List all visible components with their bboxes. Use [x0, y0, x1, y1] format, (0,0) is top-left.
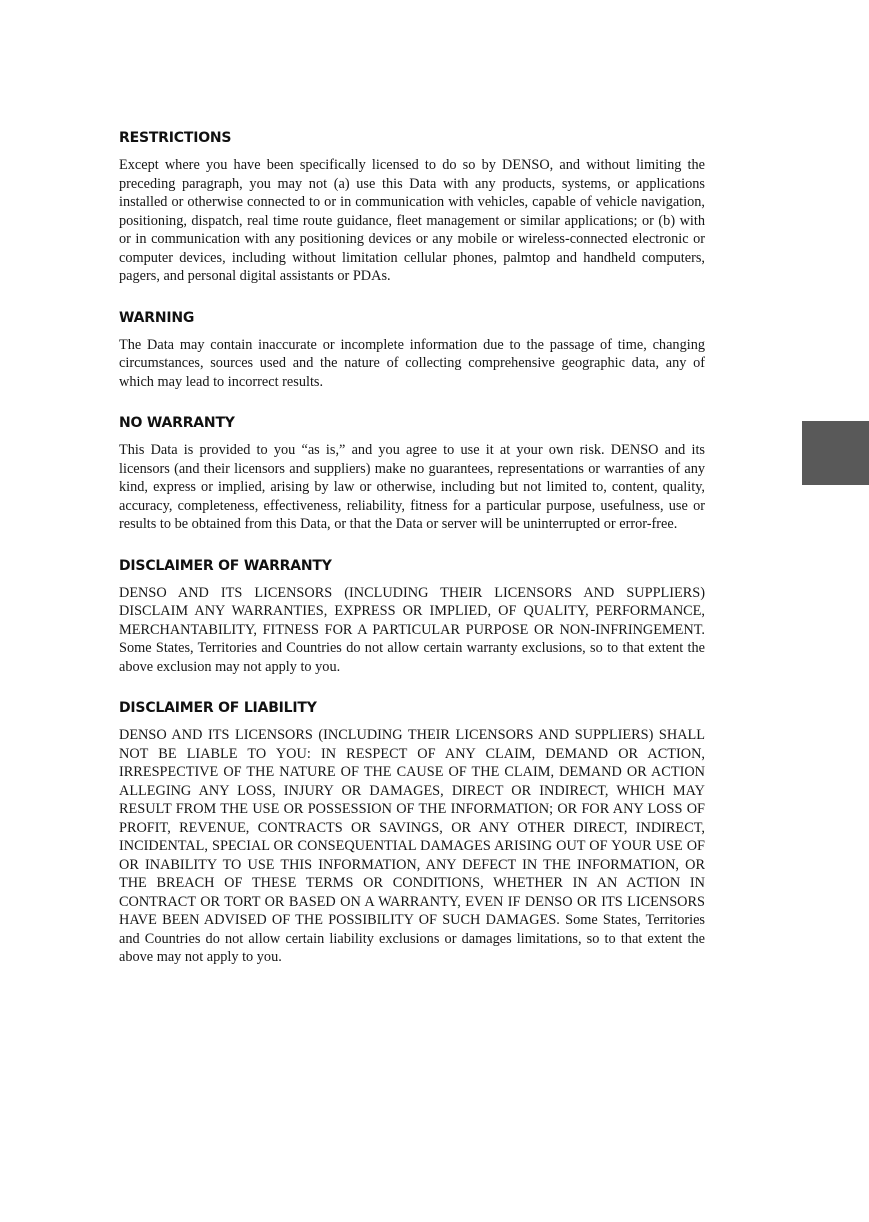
page-content: [119, 128, 705, 967]
section-disclaimer-of-liability: [119, 698, 705, 967]
section-body: Except where you have been specifically licensed to do so by DENSO, and without limiting the preceding paragraph, you may not (a) use this Data with any products, systems, or applications installed or otherwise connected to or in communication with vehicles, capable of vehicle navigation, positioning, dispatch, real time route guidance, fleet management or similar applications; or (b) with or in communication with any positioning devices or any mobile or wireless-connected electronic or computer devices, including without limitation cellular phones, palmtop and handheld computers, pagers, and personal digital assistants or PDAs.: [119, 157, 705, 284]
section-heading: WARNING: [119, 309, 195, 326]
chapter-side-tab: [802, 421, 869, 485]
section-spacer: [119, 286, 705, 308]
section-heading: RESTRICTIONS: [119, 130, 232, 146]
section-body: This Data is provided to you “as is,” and you agree to use it at your own risk. DENSO and its licensors (and their licensors and suppliers) make no guarantees, representations or warranties of any kind, express or implied, arising by law or otherwise, including but not limited to, content, quality, accuracy, completeness, effectiveness, reliability, fitness for a particular purpose, usefulness, use or results to be obtained from this Data, or that the Data or server will be uninterrupted or error-free.: [119, 442, 705, 532]
section-spacer: [119, 534, 705, 556]
section-heading: NO WARRANTY: [119, 415, 235, 431]
section-heading: DISCLAIMER OF LIABILITY: [119, 700, 317, 716]
section-spacer: [119, 391, 705, 413]
section-warning: [119, 308, 705, 392]
section-body: DENSO AND ITS LICENSORS (INCLUDING THEIR LICENSORS AND SUPPLIERS) DISCLAIM ANY WARRANTIES, EXPRESS OR IMPLIED, OF QUALITY, PERFORMANCE, MERCHANTABILITY, FITNESS FOR A PARTICULAR PURPOSE OR NON-INFRINGEMENT. Some States, Territories and Countries do not allow certain warranty exclusions, so to that extent the above exclusion may not apply to you.: [119, 584, 705, 675]
section-restrictions: [119, 128, 705, 286]
section-no-warranty: [119, 413, 705, 534]
section-spacer: [119, 676, 705, 698]
section-heading: DISCLAIMER OF WARRANTY: [119, 557, 332, 574]
section-body: The Data may contain inaccurate or incomplete information due to the passage of time, changing circumstances, sources used and the nature of collecting comprehensive geographic data, any of which may lead to incorrect results.: [119, 336, 705, 390]
section-disclaimer-of-warranty: [119, 556, 705, 677]
section-body: DENSO AND ITS LICENSORS (INCLUDING THEIR LICENSORS AND SUPPLIERS) SHALL NOT BE LIABLE TO YOU: IN RESPECT OF ANY CLAIM, DEMAND OR ACTION, IRRESPECTIVE OF THE NATURE OF THE CAUSE OF THE CLAIM, DEMAND OR ACTION ALLEGING ANY LOSS, INJURY OR DAMAGES, DIRECT OR INDIRECT, WHICH MAY RESULT FROM THE USE OR POSSESSION OF THE INFORMATION; OR FOR ANY LOSS OF PROFIT, REVENUE, CONTRACTS OR SAVINGS, OR ANY OTHER DIRECT, INDIRECT, INCIDENTAL, SPECIAL OR CONSEQUENTIAL DAMAGES ARISING OUT OF YOUR USE OF OR INABILITY TO USE THIS INFORMATION, ANY DEFECT IN THE INFORMATION, OR THE BREACH OF THESE TERMS OR CONDITIONS, WHETHER IN AN ACTION IN CONTRACT OR TORT OR BASED ON A WARRANTY, EVEN IF DENSO OR ITS LICENSORS HAVE BEEN ADVISED OF THE POSSIBILITY OF SUCH DAMAGES. Some States, Territories and Countries do not allow certain liability exclusions or damages limitations, so to that extent the above may not apply to you.: [119, 727, 705, 965]
